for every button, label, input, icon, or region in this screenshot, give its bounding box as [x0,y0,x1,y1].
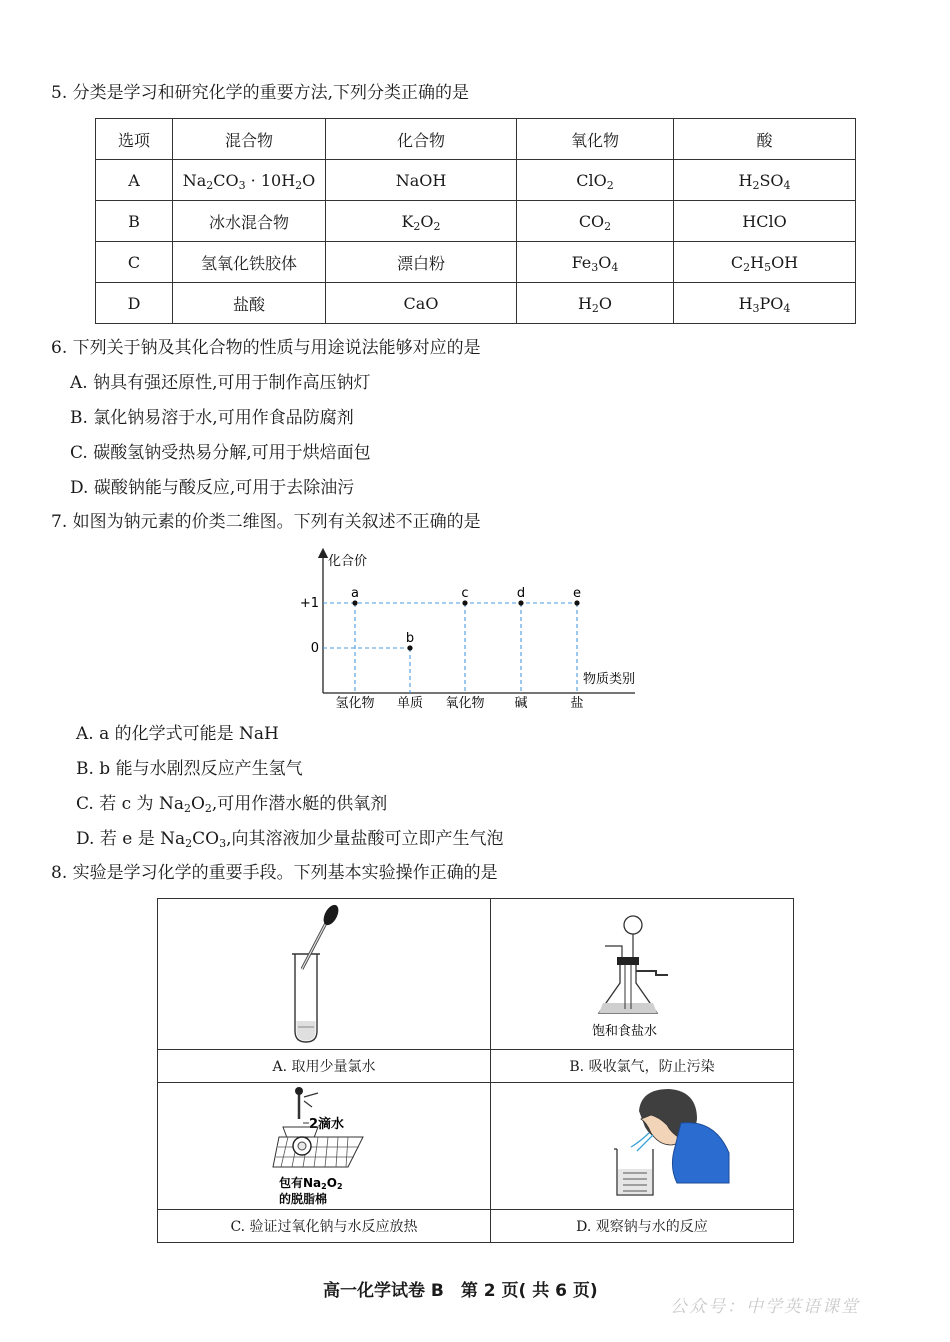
q6-option-b: B. 氯化钠易溶于水,可用作食品防腐剂 [70,408,354,428]
row-oxide: $H_2O$ [517,283,674,324]
row-compound: $K_2O_2$ [326,201,517,242]
y-axis-label: 化合价 [328,554,368,569]
row-oxide: $Fe_3O_4$ [517,242,674,283]
cell-image-d [491,1083,794,1210]
row-mixture: $Na_2CO_3 \cdot 10H_2O$ [173,160,326,201]
caption-a: A. 取用少量氯水 [158,1050,491,1083]
cotton-label-line2: 的脱脂棉 [279,1192,328,1206]
q6-option-d: D. 碳酸钠能与酸反应,可用于去除油污 [70,478,355,498]
header-compound: 化合物 [326,119,517,160]
row-acid: HClO [674,201,856,242]
q7-stem: 7. 如图为钠元素的价类二维图。下列有关叙述不正确的是 [51,512,481,532]
data-point [407,645,412,650]
table-row [96,201,856,242]
row-oxide: $CO_2$ [517,201,674,242]
x-tick-label: 氧化物 [445,696,485,711]
cell-image-c [158,1083,491,1210]
q7-option-b: B. b 能与水剧烈反应产生氢气 [76,759,303,779]
table-header-row [96,119,856,160]
cotton-label-line1: 包有Na2O2 [279,1176,343,1191]
q7-option-c: C. 若 c 为 $Na_2O_2$,可用作潜水艇的供氧剂 [76,794,388,815]
gas-washing-flask-icon [491,899,793,1039]
boy-observing-beaker-icon [491,1083,793,1209]
cotton-heat-experiment-icon [158,1083,490,1209]
q6-option-a: A. 钠具有强还原性,可用于制作高压钠灯 [70,373,371,393]
row-option: A [96,160,173,201]
caption-d: D. 观察钠与水的反应 [491,1210,794,1243]
row-mixture: 盐酸 [173,283,326,324]
point-label: c [461,586,469,601]
two-drops-label: 2滴水 [309,1117,345,1132]
row-mixture: 冰水混合物 [173,201,326,242]
row-compound: NaOH [326,160,517,201]
q8-stem: 8. 实验是学习化学的重要手段。下列基本实验操作正确的是 [51,863,498,883]
valence-class-chart [290,545,660,715]
row-option: C [96,242,173,283]
data-point [518,600,523,605]
page-footer: 高一化学试卷 B 第 2 页( 共 6 页) [323,1281,598,1301]
x-tick-label: 氢化物 [335,696,375,711]
row-option: B [96,201,173,242]
row-acid: $H_3PO_4$ [674,283,856,324]
caption-b: B. 吸收氯气，防止污染 [491,1050,794,1083]
data-point [574,600,579,605]
row-option: D [96,283,173,324]
classification-table [95,118,856,324]
q7-option-d: D. 若 e 是 $Na_2CO_3$,向其溶液加少量盐酸可立即产生气泡 [76,829,504,850]
row-acid: $C_2H_5OH$ [674,242,856,283]
cell-image-b [491,899,794,1050]
watermark: 公众号：中学英语课堂 [670,1297,860,1317]
data-point [462,600,467,605]
q6-option-c: C. 碳酸氢钠受热易分解,可用于烘焙面包 [70,443,371,463]
dropper-test-tube-icon [158,899,490,1049]
point-label: d [516,586,526,601]
q7-option-a: A. a 的化学式可能是 NaH [76,724,279,744]
header-oxide: 氧化物 [517,119,674,160]
q5-stem: 5. 分类是学习和研究化学的重要方法,下列分类正确的是 [51,83,470,103]
row-compound: 漂白粉 [326,242,517,283]
cell-image-a [158,899,491,1050]
row-acid: $H_2SO_4$ [674,160,856,201]
q6-stem: 6. 下列关于钠及其化合物的性质与用途说法能够对应的是 [51,338,481,358]
experiment-table [157,898,794,1243]
data-point [352,600,357,605]
x-tick-label: 单质 [396,696,424,711]
row-mixture: 氢氧化铁胶体 [173,242,326,283]
table-row [96,283,856,324]
table-row [96,160,856,201]
header-acid: 酸 [674,119,856,160]
row-compound: CaO [326,283,517,324]
caption-c: C. 验证过氧化钠与水反应放热 [158,1210,491,1243]
header-option: 选项 [96,119,173,160]
salt-water-label: 饱和食盐水 [592,1024,658,1039]
point-label: b [405,631,415,646]
row-oxide: ClO$_2$ [517,160,674,201]
x-axis-label: 物质类别 [583,672,636,687]
table-row [96,242,856,283]
header-mixture: 混合物 [173,119,326,160]
y-tick-label: +1 [299,596,319,611]
y-tick-label: 0 [310,641,319,656]
x-tick-label: 盐 [570,696,584,711]
point-label: a [351,586,359,601]
x-tick-label: 碱 [514,696,528,711]
point-label: e [573,586,581,601]
